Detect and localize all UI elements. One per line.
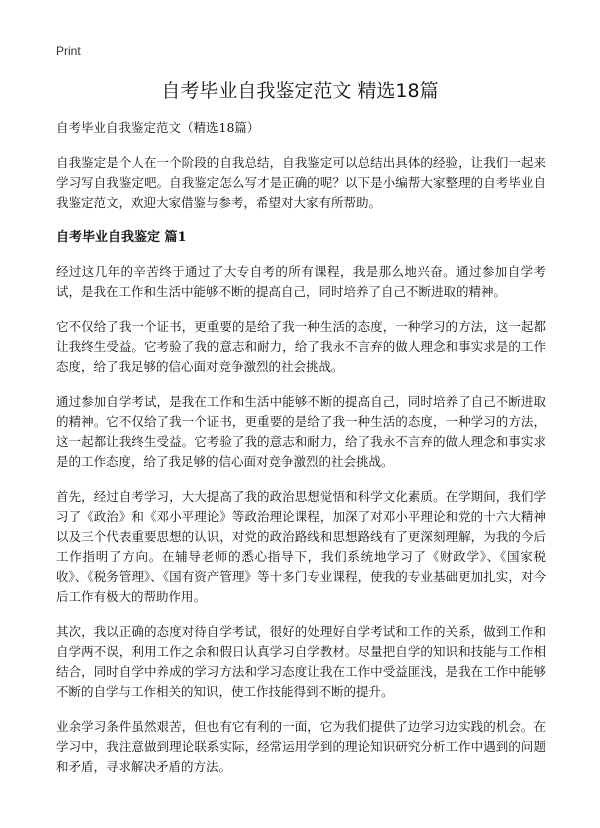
print-label: Print xyxy=(56,44,81,58)
section-heading: 自考毕业自我鉴定 篇1 xyxy=(56,230,187,245)
document-title: 自考毕业自我鉴定范文 精选18篇 xyxy=(161,80,439,102)
body-paragraph: 经过这几年的辛苦终于通过了大专自考的所有课程，我是那么地兴奋。通过参加自学考试，是我在工作和生活中能够不断的提高自己，同时培养了自己不断进取的精神。 xyxy=(56,264,546,299)
body-paragraph: 其次，我以正确的态度对待自学考试，很好的处理好自学考试和工作的关系，做到工作和自学两不误，利用工作之余和假日认真学习自学教材。尽量把自学的知识和技能与工作相结合，同时自学中养成的学习方法和学习态度让我在工作中受益匪浅，是我在工作中能够不断的自学与工作相关的知识，使工作技能得到不断的提升。 xyxy=(56,624,546,699)
body-paragraph: 它不仅给了我一个证书，更重要的是给了我一种生活的态度，一种学习的方法，这一起都让我终生受益。它考验了我的意志和耐力，给了我永不言弃的做人理念和事实求是的工作态度，给了我足够的信心面对竞争激烈的社会挑战。 xyxy=(56,319,546,374)
document-subtitle: 自考毕业自我鉴定范文（精选18篇） xyxy=(56,120,260,135)
body-paragraph: 业余学习条件虽然艰苦，但也有它有利的一面，它为我们提供了边学习边实践的机会。在学习中，我注意做到理论联系实际，经常运用学到的理论知识研究分析工作中遇到的问题和矛盾，寻求解决矛盾的方法。 xyxy=(56,719,546,774)
body-paragraph: 通过参加自学考试，是我在工作和生活中能够不断的提高自己，同时培养了自己不断进取的精神。它不仅给了我一个证书，更重要的是给了我一种生活的态度，一种学习的方法，这一起都让我终生受益。它考验了我的意志和耐力，给了我永不言弃的做人理念和事实求是的工作态度，给了我足够的信心面对竞争激烈的社会挑战。 xyxy=(56,394,546,469)
document-body xyxy=(56,118,546,792)
body-paragraph: 首先，经过自考学习，大大提高了我的政治思想觉悟和科学文化素质。在学期间，我们学习了《政治》和《邓小平理论》等政治理论课程，加深了对邓小平理论和党的十六大精神以及三个代表重要思想的认识，对党的政治路线和思想路线有了更深刻理解，为我的今后工作指明了方向。在辅导老师的悉心指导下，我们系统地学习了《财政学》、《国家税收》、《税务管理》、《国有资产管理》等十多门专业课程，使我的专业基础更加扎实，对今后工作有极大的帮助作用。 xyxy=(56,489,546,604)
intro-paragraph: 自我鉴定是个人在一个阶段的自我总结，自我鉴定可以总结出具体的经验，让我们一起来学习写自我鉴定吧。自我鉴定怎么写才是正确的呢？以下是小编帮大家整理的自考毕业自我鉴定范文，欢迎大家借鉴与参考，希望对大家有所帮助。 xyxy=(56,155,546,210)
